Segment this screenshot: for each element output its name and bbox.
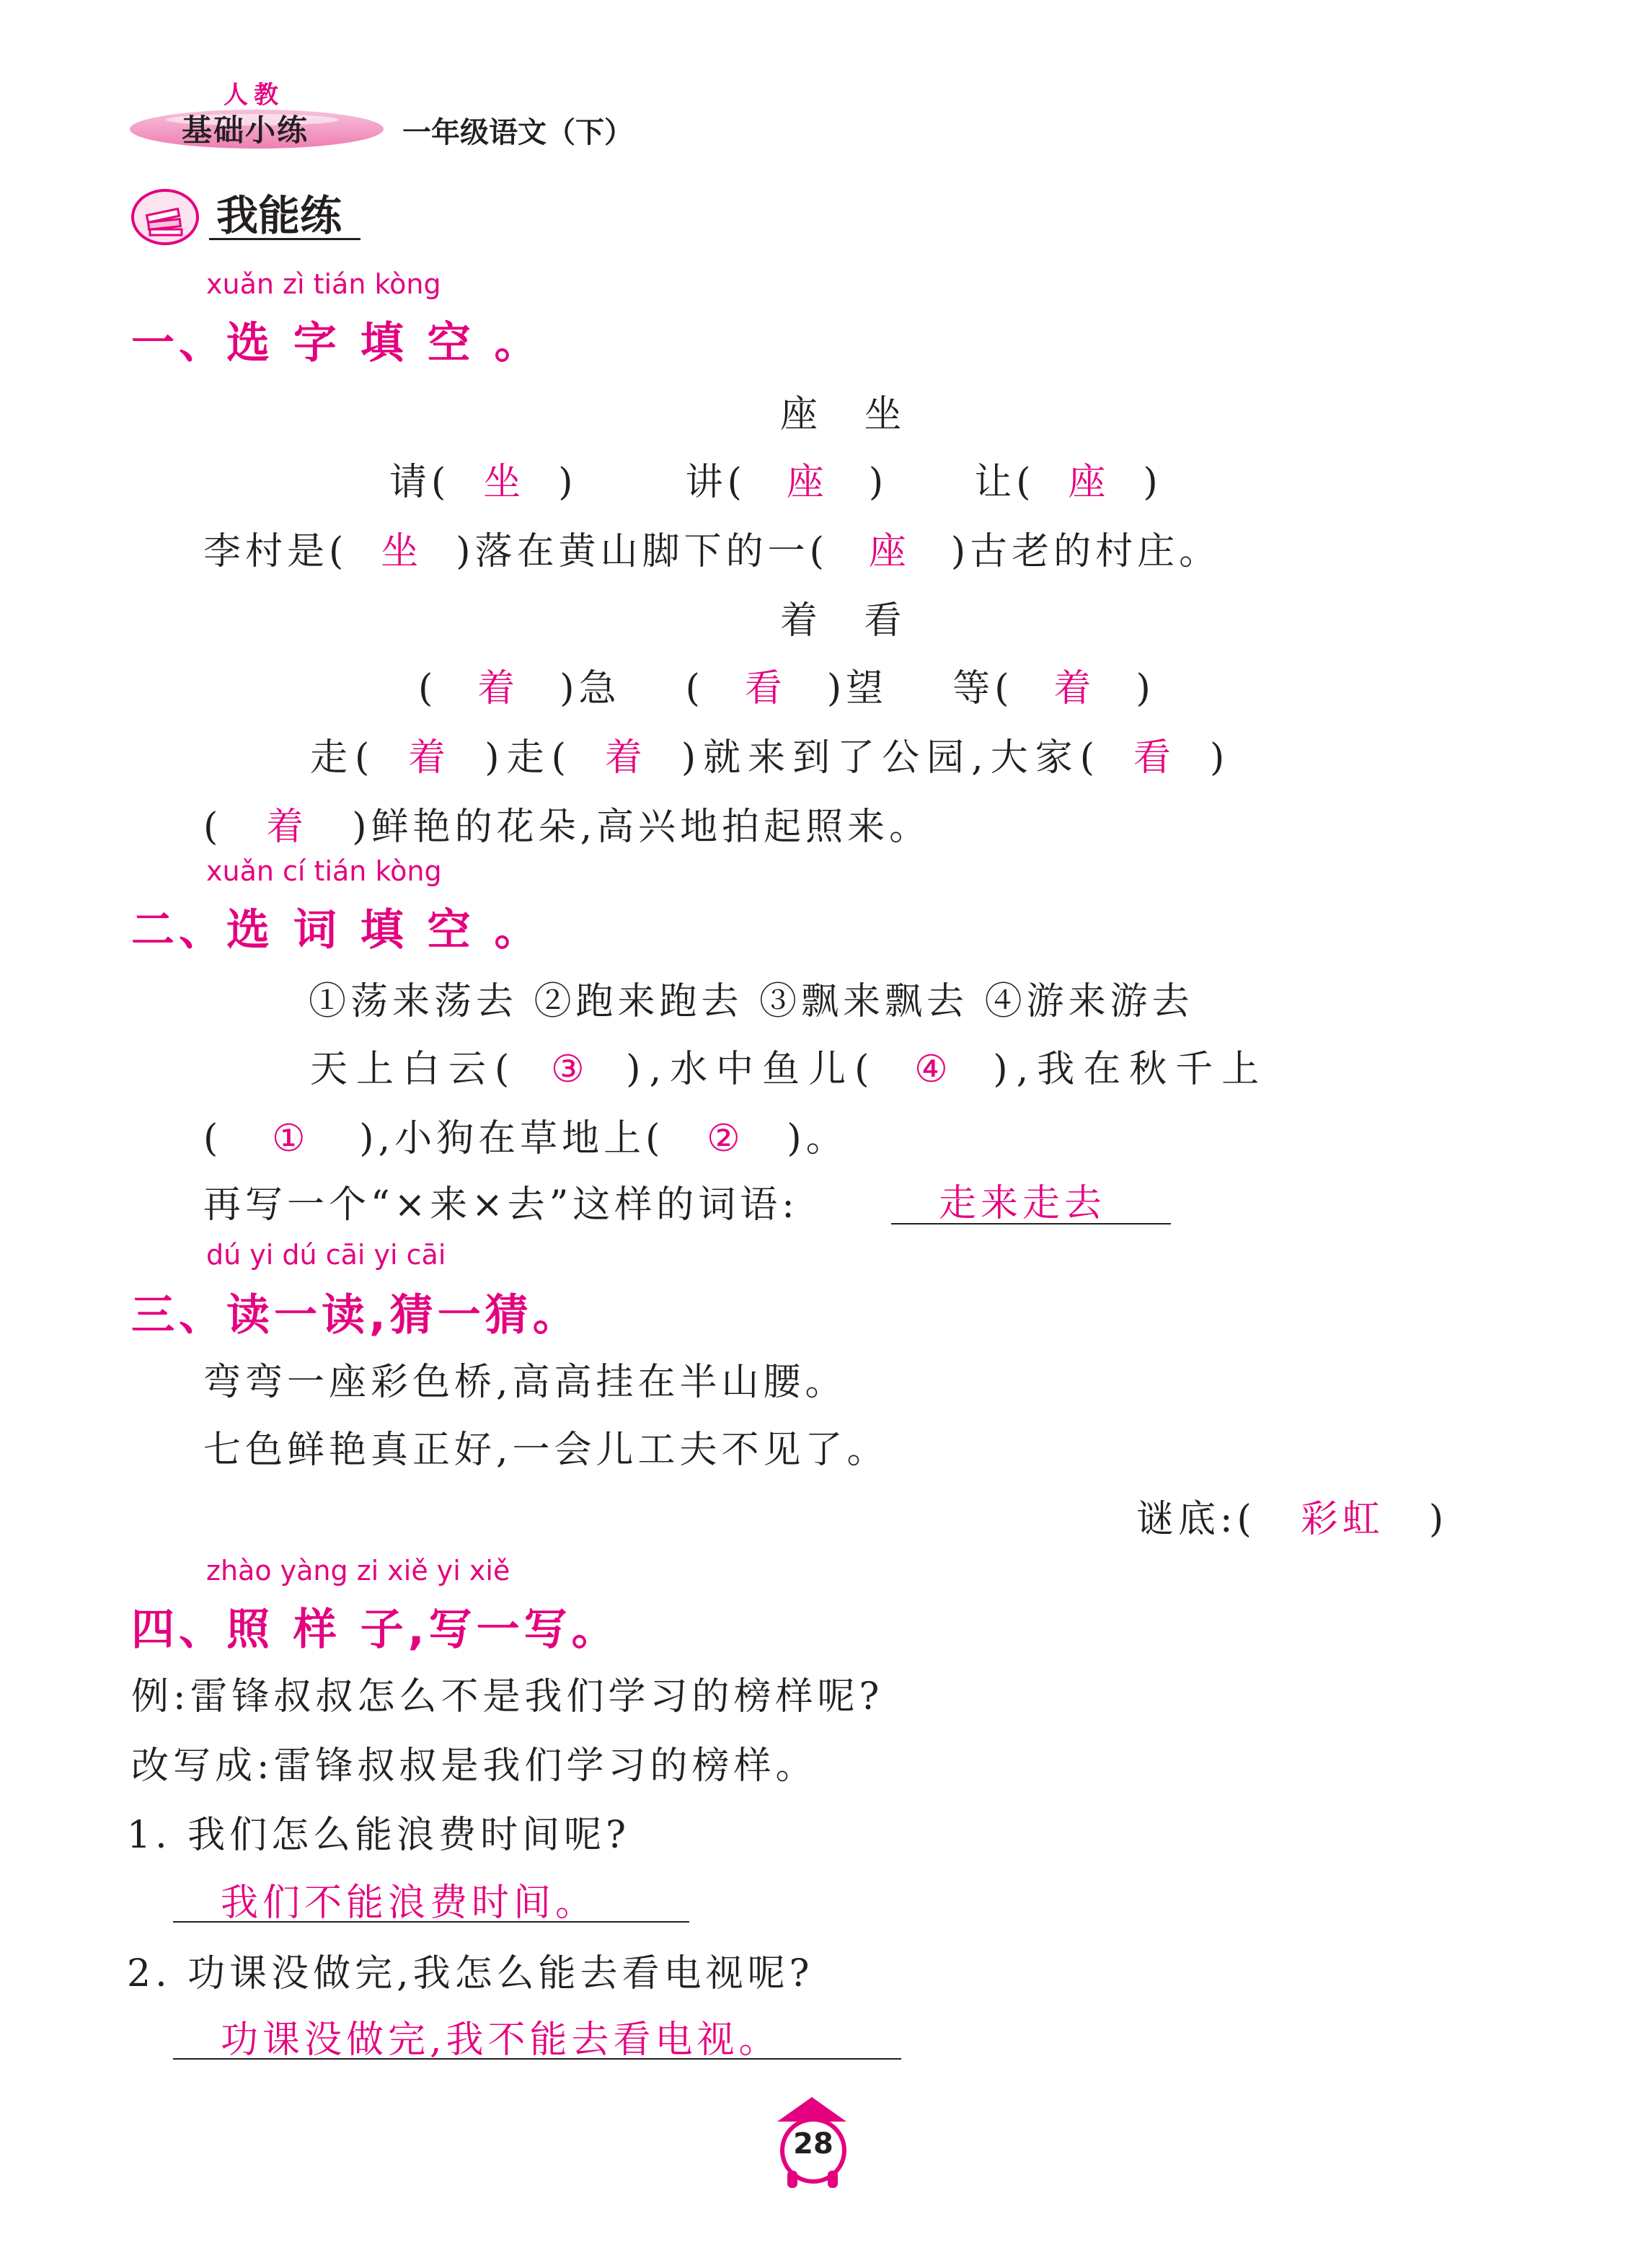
section-title: 我能练 bbox=[216, 191, 342, 240]
q1-g2-c-pre: 等( bbox=[952, 667, 1014, 710]
q1-options-1: 座 坐 bbox=[780, 393, 919, 436]
q1-g1-line2 bbox=[203, 521, 1221, 575]
page-badge-foot-left bbox=[787, 2171, 797, 2188]
page-number: 28 bbox=[793, 2127, 833, 2161]
q4-item2-answer: 功课没做完,我不能去看电视。 bbox=[221, 2018, 781, 2062]
q1-g1-a-pre: 请( bbox=[389, 461, 451, 504]
q1-g2-l3-answer1: 着 bbox=[266, 806, 309, 849]
q1-g2-c-answer: 着 bbox=[1053, 667, 1096, 710]
q1-g2-a-post: )急 bbox=[559, 667, 621, 710]
q1-g2-l2-answer3: 看 bbox=[1133, 736, 1178, 780]
q1-g2-b-pre: ( bbox=[685, 667, 704, 710]
q1-g2-a-answer: 着 bbox=[477, 667, 520, 710]
q3-riddle-line2: 七色鲜艳真正好,一会儿工夫不见了。 bbox=[203, 1429, 889, 1472]
q2-l1-text2: ),水中鱼儿( bbox=[626, 1048, 878, 1091]
q4-item2-question: 2. 功课没做完,我怎么能去看电视呢? bbox=[127, 1952, 814, 1995]
q1-g2-l3-text2: )鲜艳的花朵,高兴地拍起照来。 bbox=[352, 806, 932, 849]
q1-g2-l3-text1: ( bbox=[203, 806, 223, 849]
q1-g2-l2-answer2: 着 bbox=[604, 736, 650, 780]
q4-item1-answer-line bbox=[173, 1921, 689, 1923]
q1-g2-l2-text3: )就来到了公园,大家( bbox=[681, 736, 1102, 780]
q1-g2-l2-text1: 走( bbox=[310, 736, 377, 780]
q2-extra-answer-line bbox=[891, 1223, 1171, 1225]
books-icon bbox=[131, 189, 199, 245]
page-badge-foot-right bbox=[828, 2171, 838, 2188]
grade-label: 一年级语文（下） bbox=[402, 116, 633, 149]
q3-answer-line bbox=[1136, 1488, 1448, 1543]
q1-g1-l2-text1: 李村是( bbox=[203, 530, 348, 573]
q1-g1-b-pre: 讲( bbox=[685, 461, 746, 504]
q1-g2-line2 bbox=[310, 727, 1231, 781]
q4-item1-answer: 我们不能浪费时间。 bbox=[221, 1881, 598, 1925]
q1-g2-b-post: )望 bbox=[826, 667, 888, 710]
q1-g2-l2-text2: )走( bbox=[485, 736, 573, 780]
q1-g1-c-pre: 让( bbox=[974, 461, 1035, 504]
q4-pinyin: zhào yàng zi xiě yi xiě bbox=[206, 1555, 510, 1587]
q2-l1-answer1: ③ bbox=[550, 1048, 593, 1091]
q1-g2-line1 bbox=[418, 658, 1155, 712]
q1-g1-l2-answer2: 座 bbox=[868, 530, 911, 573]
q3-answer-close: ) bbox=[1428, 1498, 1448, 1541]
q4-item1-question: 1. 我们怎么能浪费时间呢? bbox=[127, 1814, 631, 1857]
brand-publisher: 人教 bbox=[224, 81, 284, 110]
q2-l2-answer2: ② bbox=[707, 1117, 745, 1160]
q1-g2-c-post: ) bbox=[1136, 667, 1155, 710]
q2-l2-text3: )。 bbox=[787, 1117, 848, 1160]
q1-g1-c-post: ) bbox=[1143, 461, 1162, 504]
q3-answer: 彩虹 bbox=[1300, 1498, 1384, 1541]
q1-g2-l2-answer1: 着 bbox=[408, 736, 454, 780]
q2-extra-answer: 走来走去 bbox=[939, 1182, 1107, 1225]
q2-heading: 二、选 词 填 空 。 bbox=[131, 905, 542, 956]
q1-g1-l2-text2: )落在黄山脚下的一( bbox=[456, 530, 828, 573]
q2-line1 bbox=[310, 1038, 1268, 1093]
q2-l1-answer2: ④ bbox=[914, 1048, 957, 1091]
q1-g1-b-post: ) bbox=[868, 461, 888, 504]
q2-line2 bbox=[203, 1108, 848, 1162]
q1-g2-l2-text4: ) bbox=[1209, 736, 1232, 780]
q1-g1-line1 bbox=[389, 451, 1162, 506]
q2-l2-text2: ),小狗在草地上( bbox=[359, 1117, 665, 1160]
q1-g1-l2-answer1: 坐 bbox=[381, 530, 423, 573]
q4-item2-answer-line bbox=[173, 2058, 901, 2060]
q4-heading: 四、照 样 子,写一写。 bbox=[131, 1605, 619, 1655]
q4-rewrite: 改写成:雷锋叔叔是我们学习的榜样。 bbox=[131, 1744, 818, 1788]
q1-g1-a-answer: 坐 bbox=[483, 461, 526, 504]
q1-g1-c-answer: 座 bbox=[1068, 461, 1110, 504]
q3-riddle-line1: 弯弯一座彩色桥,高高挂在半山腰。 bbox=[203, 1361, 847, 1404]
q1-heading: 一、选 字 填 空 。 bbox=[131, 318, 542, 369]
q1-options-2: 着 看 bbox=[780, 599, 919, 643]
q2-l1-text1: 天上白云( bbox=[310, 1048, 518, 1091]
q1-g2-line3 bbox=[203, 796, 931, 850]
q1-g1-a-post: ) bbox=[558, 461, 578, 504]
brand-title: 基础小练 bbox=[182, 112, 309, 148]
q1-g1-l2-text3: )古老的村庄。 bbox=[950, 530, 1221, 573]
section-title-underline bbox=[209, 238, 360, 240]
q3-answer-label: 谜底:( bbox=[1136, 1498, 1256, 1541]
q3-heading: 三、读一读,猜一猜。 bbox=[131, 1290, 580, 1341]
q2-l2-text1: ( bbox=[203, 1117, 223, 1160]
q2-l2-answer1: ① bbox=[271, 1117, 310, 1160]
q1-g2-b-answer: 看 bbox=[744, 667, 787, 710]
q1-g1-b-answer: 座 bbox=[786, 461, 828, 504]
q4-example: 例:雷锋叔叔怎么不是我们学习的榜样呢? bbox=[131, 1675, 884, 1718]
q2-extra-prompt: 再写一个“×来×去”这样的词语: bbox=[203, 1183, 799, 1227]
q2-pinyin: xuǎn cí tián kòng bbox=[206, 855, 442, 887]
q1-g2-a-pre: ( bbox=[418, 667, 438, 710]
q1-pinyin: xuǎn zì tián kòng bbox=[206, 268, 441, 300]
q3-pinyin: dú yi dú cāi yi cāi bbox=[206, 1239, 446, 1271]
q2-options: ①荡来荡去 ②跑来跑去 ③飘来飘去 ④游来游去 bbox=[309, 980, 1194, 1023]
q2-l1-text3: ),我在秋千上 bbox=[993, 1048, 1268, 1091]
